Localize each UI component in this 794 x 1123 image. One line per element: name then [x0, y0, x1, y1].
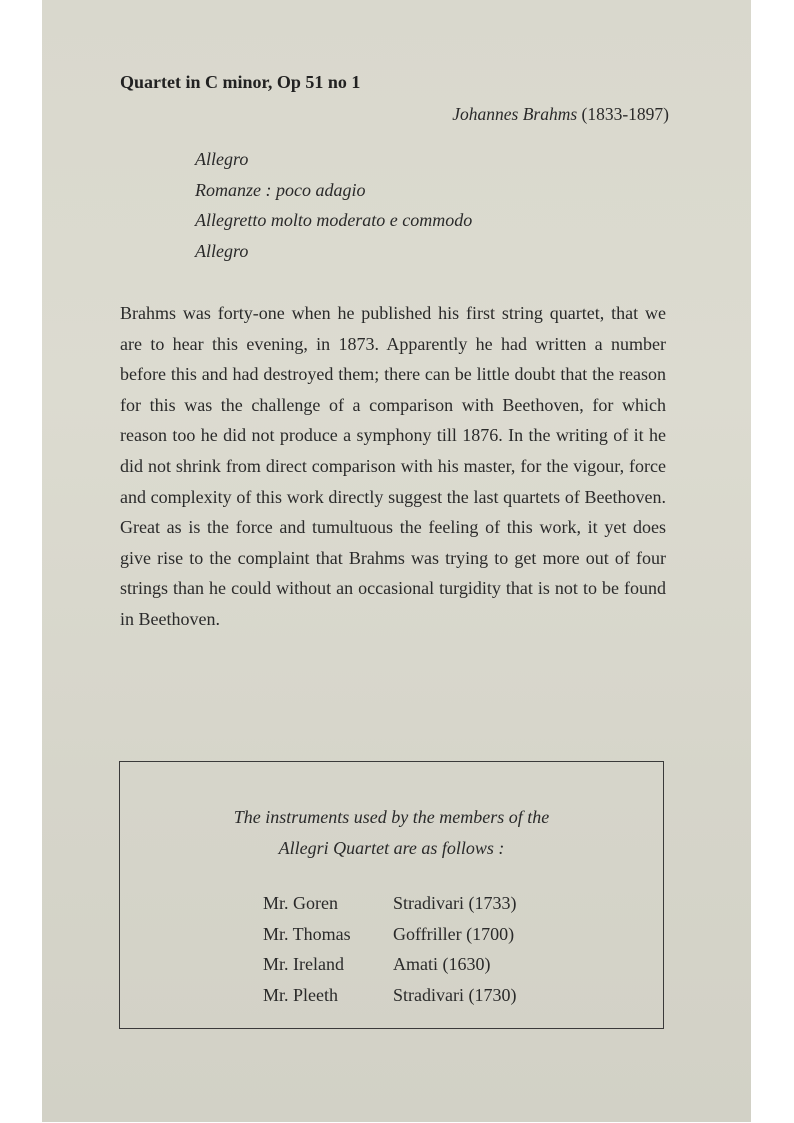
player-instrument: Stradivari (1733)	[393, 893, 517, 913]
player-name: Mr. Thomas	[263, 923, 351, 944]
programme-notes: Brahms was forty-one when he published his first string quartet, that we are to hear this evening, in 1873. Apparently he had written a number before this and had destroyed them; there can be little doubt that the reason for this was the challenge of a comparison with Beethoven, for which reason too he did not produce a symphony till 1876. In the writing of it he did not shrink from direct comparison with his master, for the vigour, force and complexity of this work directly suggest the last quartets of Beethoven. Great as is the force and tumultuous the feeling of this work, it yet does give rise to the complaint that Brahms was trying to get more out of four strings than he could without an occasional turgidity that is not to be found in Beethoven.	[120, 303, 666, 629]
player-name: Mr. Goren	[263, 893, 338, 913]
movement-item: Allegretto molto moderato e commodo	[195, 210, 473, 230]
instruments-intro-line-2: Allegri Quartet are as follows :	[278, 837, 505, 858]
composer-dates: (1833-1897)	[581, 104, 669, 124]
piece-title: Quartet in C minor, Op 51 no 1	[120, 72, 361, 92]
instruments-intro	[120, 802, 663, 863]
instruments-box	[119, 761, 664, 1029]
player-instrument: Amati (1630)	[393, 954, 491, 974]
player-instrument: Stradivari (1730)	[393, 984, 517, 1005]
movement-list	[195, 144, 472, 266]
player-name: Mr. Ireland	[263, 954, 344, 974]
table-row	[263, 980, 516, 1011]
composer-line	[452, 104, 669, 125]
composer-name: Johannes Brahms	[452, 104, 578, 124]
instruments-intro-line-1: The instruments used by the members of the	[233, 807, 550, 827]
movement-item: Allegro	[195, 240, 249, 261]
movement-item: Allegro	[195, 149, 249, 169]
movement-item: Romanze : poco adagio	[195, 179, 366, 200]
players-table	[263, 888, 516, 1010]
table-row	[263, 949, 516, 980]
player-instrument: Goffriller (1700)	[393, 923, 515, 944]
programme-page	[42, 0, 751, 1122]
table-row	[263, 919, 516, 950]
player-name: Mr. Pleeth	[263, 984, 338, 1005]
table-row	[263, 888, 516, 919]
